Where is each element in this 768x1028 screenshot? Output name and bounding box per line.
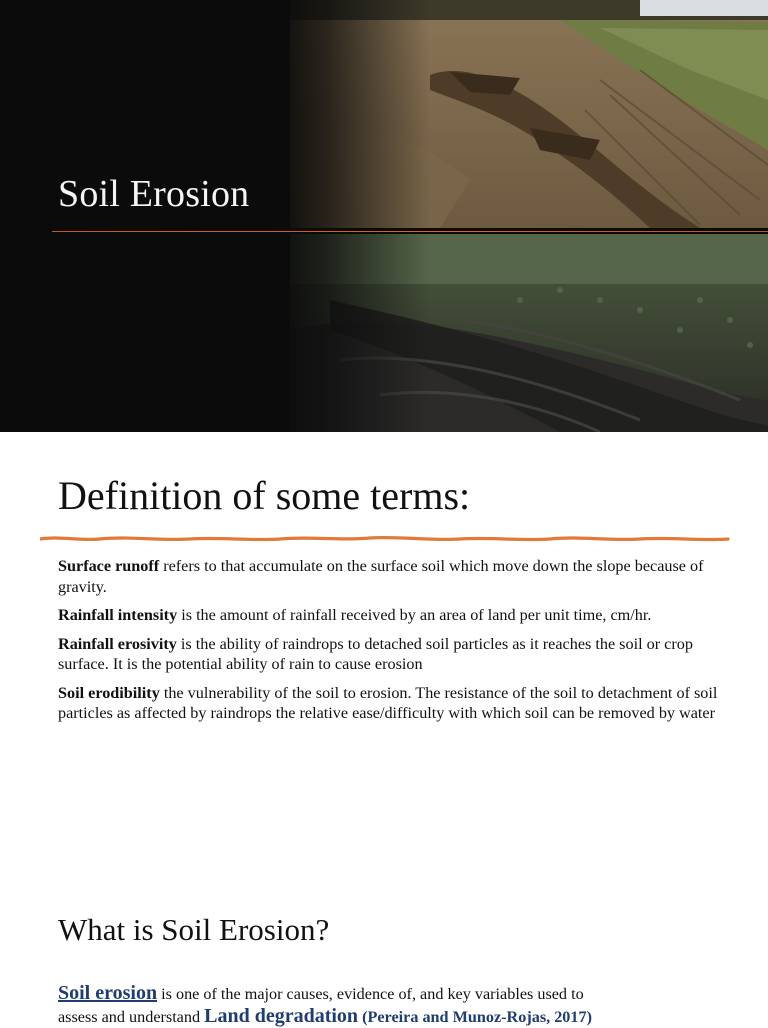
title-slide (0, 0, 768, 432)
term-definition: refers to that accumulate on the surface soil which move down the slope because of gravity. (58, 557, 704, 596)
what-is-body (58, 982, 738, 1028)
erosion-photos (0, 0, 768, 432)
what-is-heading: What is Soil Erosion? (58, 912, 330, 947)
what-is-slide (0, 870, 768, 1027)
term-definition: is the amount of rainfall received by an area of land per unit time, cm/hr. (177, 606, 652, 624)
term-name: Rainfall intensity (58, 606, 178, 624)
body-text: assess and understand (58, 1008, 205, 1026)
term-soil-erodibility (58, 683, 718, 724)
term-rainfall-erosivity (58, 634, 718, 675)
term-rainfall-intensity (58, 605, 718, 626)
term-name: Soil erodibility (58, 683, 160, 702)
soil-erosion-link[interactable]: Soil erosion (58, 982, 158, 1004)
term-name: Surface runoff (58, 557, 160, 575)
term-definition: the vulnerability of the soil to erosion. The resistance of the soil to detachment of soil particles as affected by raindrops the relative ease/difficulty with which soil can be removed by water (58, 683, 718, 722)
term-surface-runoff (58, 556, 718, 597)
wavy-divider (40, 532, 730, 546)
body-line-1 (58, 982, 738, 1005)
definitions-slide (0, 432, 768, 832)
body-text: is one of the major causes, evidence of, and key variables used to (157, 985, 584, 1003)
definitions-heading: Definition of some terms: (58, 473, 471, 518)
terms-list (58, 556, 718, 732)
land-degradation-term: Land degradation (204, 1005, 359, 1027)
term-name: Rainfall erosivity (58, 634, 177, 653)
slide-title: Soil Erosion (58, 173, 250, 215)
body-line-2 (58, 1005, 738, 1028)
term-definition: is the ability of raindrops to detached soil particles as it reaches the soil or crop surface. It is the potential ability of rain to cause erosion (58, 634, 693, 673)
citation: (Pereira and Munoz-Rojas, 2017) (358, 1008, 592, 1026)
title-divider (52, 231, 768, 232)
